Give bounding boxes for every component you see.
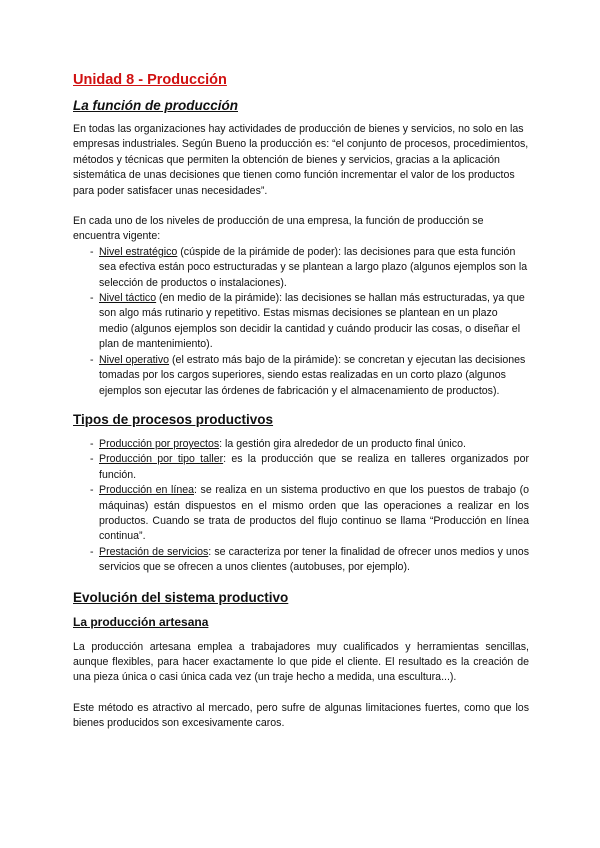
document-page <box>73 72 529 732</box>
list-item <box>73 353 529 399</box>
list-item <box>73 245 529 291</box>
list-item <box>73 437 529 452</box>
paragraph-artisan-production: La producción artesana emplea a trabajadores muy cualificados y herramientas sencillas, aunque flexibles, para hacer exactamente lo que pide el cliente. El resultado es la creación de una pieza única o casi única cada vez (un traje hecho a medida, una escultura...). <box>73 640 529 684</box>
dash-bullet: - <box>90 437 94 450</box>
dash-bullet: - <box>90 453 94 466</box>
list-item-text: : se realiza en un sistema productivo en que los puestos de trabajo (o máquinas) están dispuestos en el mismo orden que las operaciones a realizar en los productos. Cuando se trata de productos del flujo continuo se llama “Producción en línea continua”. <box>99 484 529 543</box>
dash-bullet: - <box>90 545 94 558</box>
unit-title: Unidad 8 - Producción <box>73 72 227 88</box>
list-item <box>73 452 529 483</box>
list-item-text: : la gestión gira alrededor de un producto final único. <box>219 437 466 450</box>
list-item <box>73 291 529 353</box>
list-item-term: Producción en línea <box>99 484 194 497</box>
list-item-term: Nivel estratégico <box>99 245 178 258</box>
dash-bullet: - <box>90 353 94 366</box>
list-item-term: Prestación de servicios <box>99 545 209 558</box>
section-title-system-evolution: Evolución del sistema productivo <box>73 589 289 605</box>
list-item-text: (cúspide de la pirámide de poder): las decisiones para que esta función sea efectiva están poco estructuradas y se plantean a largo plazo (algunos ejemplos son la selección de productos o instalaciones). <box>99 245 528 289</box>
section-title-production-function: La función de producción <box>73 98 238 113</box>
list-item-text: (el estrato más bajo de la pirámide): se concretan y ejecutan las decisiones tomadas por los cargos superiores, siendo estas realizadas en un corto plazo (algunos ejemplos son ejecutar las órdenes de fabricación y el almacenamiento de productos). <box>99 353 526 397</box>
list-item-term: Producción por proyectos <box>99 437 220 450</box>
paragraph-production-definition: En todas las organizaciones hay actividades de producción de bienes y servicios, no solo en las empresas industriales. Según Bueno la producción es: “el conjunto de procesos, procedimientos, métodos y técnicas que permiten la obtención de bienes y servicios, gracias a la aplicación sistemática de unas decisiones que tienen como función incrementar el valor de los productos para poder satisfacer unas necesidades”. <box>73 123 529 197</box>
list-item <box>73 483 529 545</box>
dash-bullet: - <box>90 292 94 305</box>
list-item-text: : es la producción que se realiza en talleres organizados por función. <box>99 453 529 481</box>
section-title-process-types: Tipos de procesos productivos <box>73 411 274 427</box>
process-types-list <box>73 437 529 576</box>
list-item <box>73 545 529 576</box>
paragraph-artisan-limitations: Este método es atractivo al mercado, pero sufre de algunas limitaciones fuertes, como que los bienes producidos son excesivamente caros. <box>73 701 529 730</box>
paragraph-production-levels-intro: En cada uno de los niveles de producción de una empresa, la función de producción se encuentra vigente: <box>73 215 484 243</box>
list-item-text: : se caracteriza por tener la finalidad de ofrecer unos medios y unos servicios que se ofrecen a unos clientes (autobuses, por ejemplo). <box>99 545 529 574</box>
production-levels-list <box>73 245 529 399</box>
dash-bullet: - <box>90 245 94 258</box>
dash-bullet: - <box>90 484 94 497</box>
list-item-term: Producción por tipo taller <box>99 453 224 466</box>
subsection-title-artisan-production: La producción artesana <box>73 614 209 629</box>
list-item-term: Nivel táctico <box>99 292 157 305</box>
list-item-text: (en medio de la pirámide): las decisiones se hallan más estructuradas, ya que son algo más rutinario y repetitivo. Estas mismas decisiones se plantean en un plazo medio (algunos ejemplos son decidir la cantidad y cuándo producir las cosas, o diseñar el plan de mantenimiento). <box>99 292 525 351</box>
list-item-term: Nivel operativo <box>99 353 170 366</box>
